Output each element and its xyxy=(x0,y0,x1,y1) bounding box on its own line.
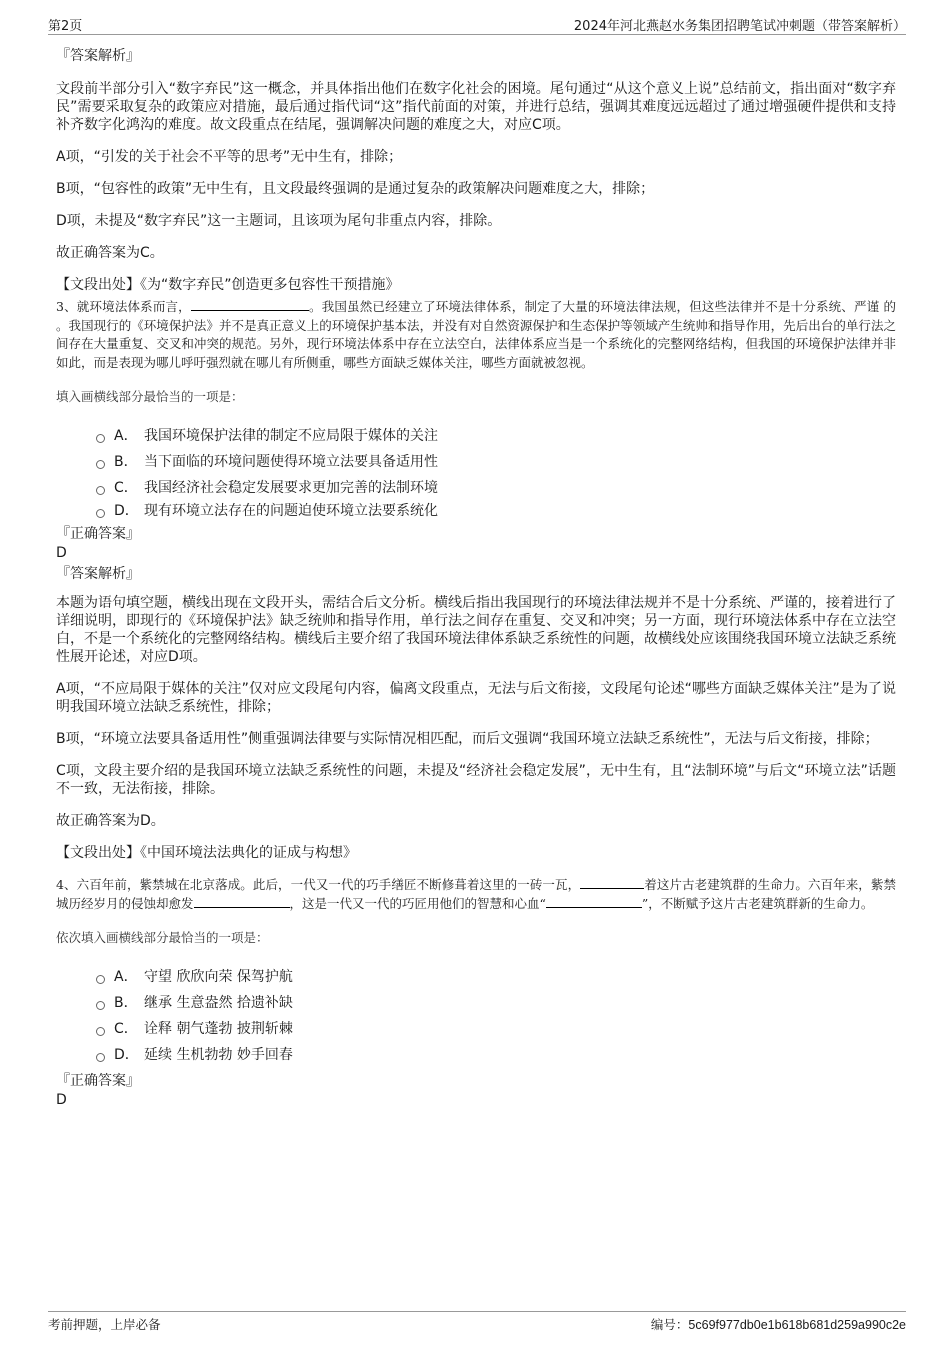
page-header xyxy=(48,14,906,35)
option-a[interactable]: A． 守望 欣欣向荣 保驾护航 xyxy=(96,963,896,989)
option-a[interactable]: A． 我国环境保护法律的制定不应局限于媒体的关注 xyxy=(96,422,896,448)
analysis-option-b: B项，“包容性的政策”无中生有，且文段最终强调的是通过复杂的政策解决问题难度之大，排除； xyxy=(56,181,655,197)
analysis-option-a: A项，“不应局限于媒体的关注”仅对应文段尾句内容，偏离文段重点，无法与后文衔接，文段尾句论述“哪些方面缺乏媒体关注”是为了说明我国环境立法缺乏系统性，排除； xyxy=(56,681,896,715)
fill-blank xyxy=(194,895,290,908)
radio-icon[interactable] xyxy=(96,509,105,518)
option-b[interactable]: B． 当下面临的环境问题使得环境立法要具备适用性 xyxy=(96,448,896,474)
correct-answer: D xyxy=(56,545,67,561)
page-content xyxy=(56,46,896,1109)
source-citation: 【文段出处】《中国环境法法典化的证成与构想》 xyxy=(56,845,357,861)
correct-answer-label: 『正确答案』 xyxy=(56,1073,140,1089)
document-title: 2024年河北燕赵水务集团招聘笔试冲刺题（带答案解析） xyxy=(573,19,906,34)
analysis-label: 『答案解析』 xyxy=(56,48,140,64)
fill-blank xyxy=(546,895,642,908)
option-c[interactable]: C． 诠释 朝气蓬勃 披荆斩棘 xyxy=(96,1015,896,1041)
source-citation: 【文段出处】《为“数字弃民”创造更多包容性干预措施》 xyxy=(56,277,400,293)
question-3-prompt: 填入画横线部分最恰当的一项是： xyxy=(56,389,244,404)
option-c[interactable]: C． 我国经济社会稳定发展要求更加完善的法制环境 xyxy=(96,474,896,500)
analysis-paragraph: 文段前半部分引入“数字弃民”这一概念，并具体指出他们在数字化社会的困境。尾句通过“从这个意义上说”总结前文，指出面对“数字弃民”需要采取复杂的政策应对措施，最后通过指代词“这”指代前面的对策，并进行总结，强调其难度远远超过了通过增强硬件提供和支持补齐数字化鸿沟的难度。故文段重点在结尾，强调解决问题的难度之大，对应C项。 xyxy=(56,81,896,133)
radio-icon[interactable] xyxy=(96,1001,105,1010)
option-b[interactable]: B． 继承 生意盎然 拾遗补缺 xyxy=(96,989,896,1015)
question-4-options xyxy=(96,963,896,1067)
fill-blank xyxy=(191,298,309,311)
radio-icon[interactable] xyxy=(96,486,105,495)
question-3-options xyxy=(96,422,896,520)
radio-icon[interactable] xyxy=(96,975,105,984)
analysis-conclusion: 故正确答案为D。 xyxy=(56,813,165,829)
option-d[interactable]: D． 延续 生机勃勃 妙手回春 xyxy=(96,1041,896,1067)
question-3-stem: 3、就环境法体系而言， 。我国虽然已经建立了环境法律体系，制定了大量的环境法律法规，但这些法律并不是十分系统、严谨 的 。我国现行的《环境保护法》并不是真正意义上的环境保护基本法，并没有对自然资源保护和生态保护等领域产生统帅和指导作用，先后出台的单行法之间存在大量重复、交叉和冲突的规范。另外，现行环境法体系中存在立法空白，法律体系应当是一个系统化的完整网络结构，但我国的环境保护法律并非如此，而是表现为哪儿呼吁强烈就在哪儿有所侧重，哪些方面缺乏媒体关注，哪些方面就被忽视。 xyxy=(56,299,896,370)
footer-slogan: 考前押题，上岸必备 xyxy=(48,1317,161,1332)
radio-icon[interactable] xyxy=(96,434,105,443)
analysis-option-b: B项，“环境立法要具备适用性”侧重强调法律要与实际情况相匹配，而后文强调“我国环境立法缺乏系统性”，无法与后文衔接，排除； xyxy=(56,731,879,747)
analysis-paragraph: 本题为语句填空题，横线出现在文段开头，需结合后文分析。横线后指出我国现行的环境法律法规并不是十分系统、严谨的，接着进行了详细说明，即现行的《环境保护法》缺乏统帅和指导作用，单行法之间存在重复、交叉和冲突；另一方面，现行环境法体系中存在立法空白，不是一个系统化的完整网络结构。横线后主要介绍了我国环境法律体系缺乏系统性的问题，故横线处应该围绕我国环境立法缺乏系统性展开论述，对应D项。 xyxy=(56,595,896,665)
radio-icon[interactable] xyxy=(96,1027,105,1036)
analysis-label: 『答案解析』 xyxy=(56,566,140,582)
analysis-conclusion: 故正确答案为C。 xyxy=(56,245,164,261)
radio-icon[interactable] xyxy=(96,460,105,469)
option-d[interactable]: D． 现有环境立法存在的问题迫使环境立法要系统化 xyxy=(96,500,896,520)
fill-blank xyxy=(580,876,644,889)
correct-answer-label: 『正确答案』 xyxy=(56,526,140,542)
analysis-option-c: C项，文段主要介绍的是我国环境立法缺乏系统性的问题，未提及“经济社会稳定发展”，无中生有，且“法制环境”与后文“环境立法”话题不一致，无法衔接，排除。 xyxy=(56,763,896,797)
question-4-stem: 4、六百年前，紫禁城在北京落成。此后，一代又一代的巧手缮匠不断修葺着这里的一砖一瓦， 着这片古老建筑群的生命力。六百年来，紫禁城历经岁月的侵蚀却愈发 ，这是一代又一代的巧匠用他们的智慧和心血“ ”，不断赋予这片古老建筑群新的生命力。 xyxy=(56,877,896,911)
page-footer xyxy=(48,1311,906,1332)
page-number: 第2页 xyxy=(48,19,83,34)
document-code: 编号：5c69f977db0e1b618b681d259a990c2e xyxy=(650,1317,906,1332)
analysis-option-d: D项，未提及“数字弃民”这一主题词，且该项为尾句非重点内容，排除。 xyxy=(56,213,502,229)
radio-icon[interactable] xyxy=(96,1053,105,1062)
analysis-option-a: A项，“引发的关于社会不平等的思考”无中生有，排除； xyxy=(56,149,403,165)
question-4-prompt: 依次填入画横线部分最恰当的一项是： xyxy=(56,930,269,945)
correct-answer: D xyxy=(56,1092,67,1108)
